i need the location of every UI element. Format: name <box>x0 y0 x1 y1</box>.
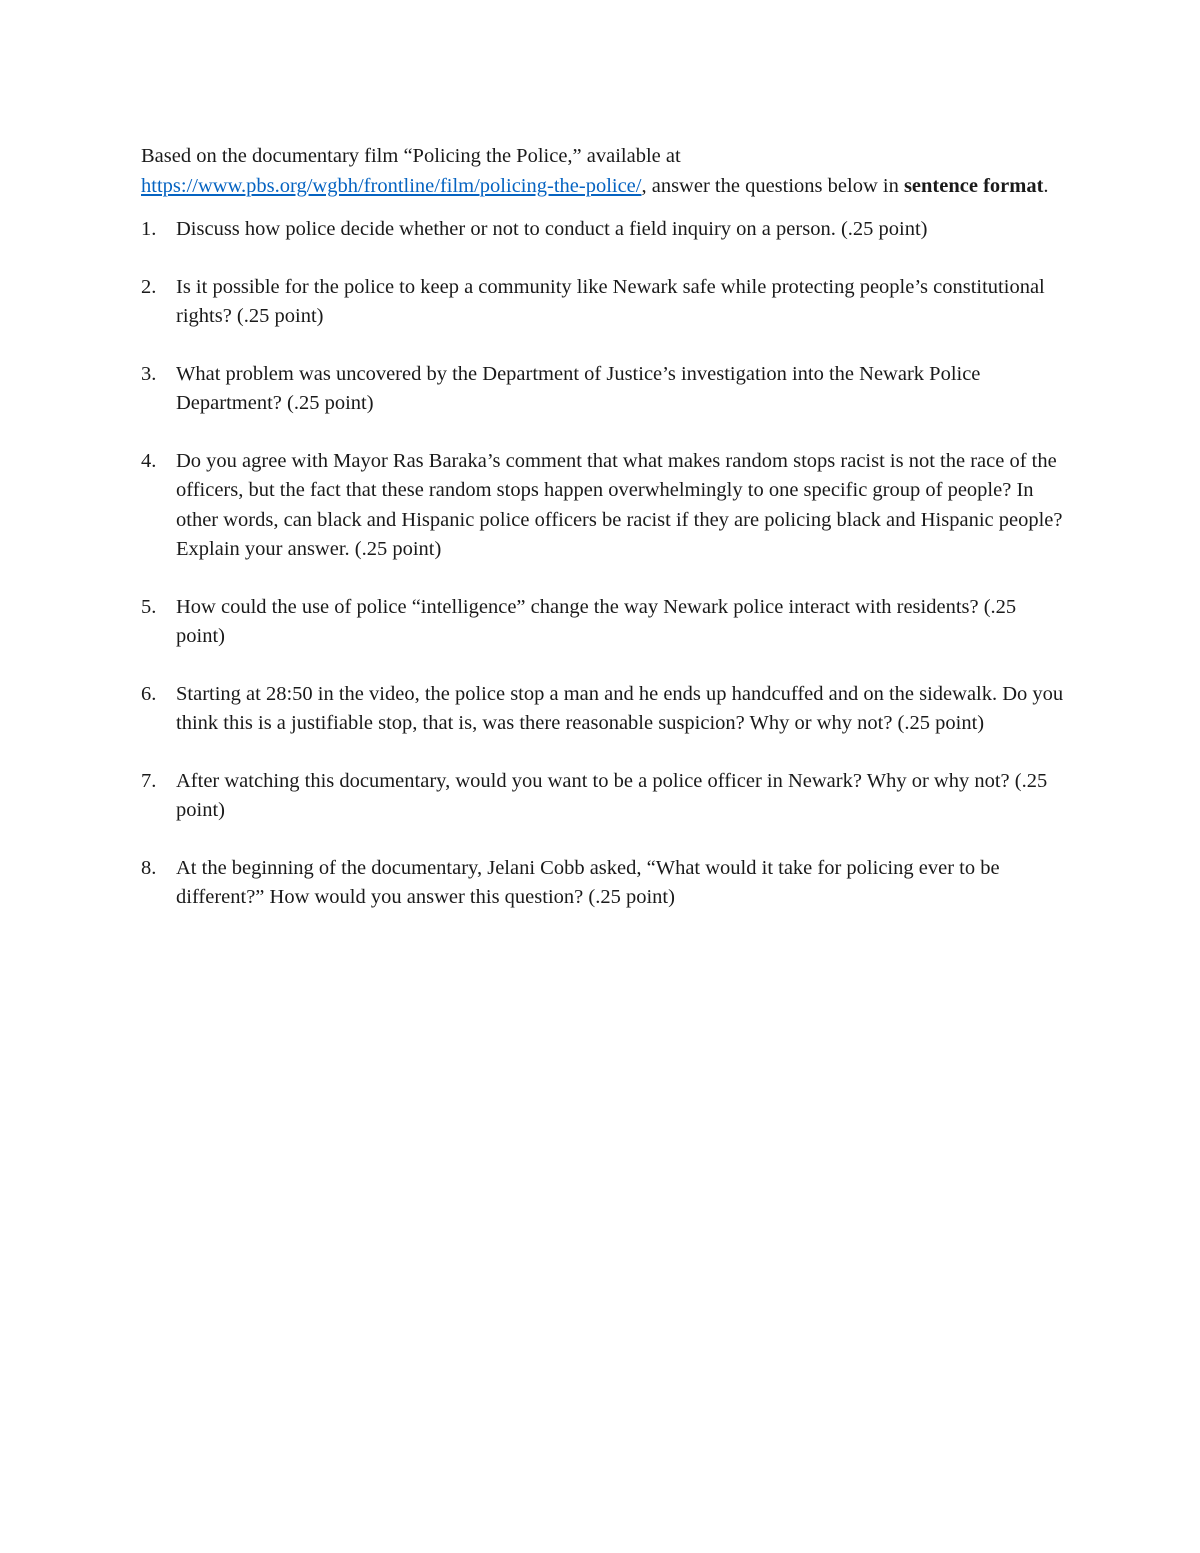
question-item <box>141 447 1066 565</box>
question-text: Is it possible for the police to keep a community like Newark safe while protecting people’s constitutional rights? (.25 point) <box>176 275 1045 327</box>
question-number: 4. <box>141 449 157 472</box>
question-item <box>141 854 1066 913</box>
intro-middle: , answer the questions below in <box>641 174 904 197</box>
question-number: 2. <box>141 275 157 298</box>
question-list <box>141 215 1066 913</box>
question-number: 5. <box>141 595 157 618</box>
intro-emphasis: sentence format <box>903 174 1044 197</box>
question-item <box>141 273 1066 332</box>
question-item <box>141 215 1066 245</box>
question-number: 6. <box>141 682 157 705</box>
question-item <box>141 593 1066 652</box>
document-body <box>141 142 1066 941</box>
question-text: Starting at 28:50 in the video, the police stop a man and he ends up handcuffed and on the sidewalk. Do you think this is a justifiable stop, that is, was there reasonable suspicion? Why or why not? (.25 point) <box>176 682 1064 734</box>
question-item <box>141 360 1066 419</box>
intro-suffix: . <box>1043 174 1049 197</box>
question-number: 7. <box>141 769 157 792</box>
question-text: Do you agree with Mayor Ras Baraka’s comment that what makes random stops racist is not the race of the officers, but the fact that these random stops happen overwhelmingly to one specific group of people? In other words, can black and Hispanic police officers be racist if they are policing black and Hispanic people? Explain your answer. (.25 point) <box>176 449 1063 560</box>
question-number: 8. <box>141 856 157 879</box>
question-text: After watching this documentary, would you want to be a police officer in Newark? Why or why not? (.25 point) <box>176 769 1048 821</box>
question-number: 1. <box>141 218 157 240</box>
question-number: 3. <box>141 362 157 385</box>
question-text: What problem was uncovered by the Department of Justice’s investigation into the Newark Police Department? (.25 point) <box>176 362 981 414</box>
question-text: At the beginning of the documentary, Jelani Cobb asked, “What would it take for policing ever to be different?” How would you answer this question? (.25 point) <box>176 856 1000 908</box>
question-text: Discuss how police decide whether or not to conduct a field inquiry on a person. (.25 point) <box>176 218 928 240</box>
documentary-link[interactable]: https://www.pbs.org/wgbh/frontline/film/policing-the-police/ <box>141 174 642 197</box>
question-item <box>141 767 1066 826</box>
question-item <box>141 680 1066 739</box>
intro-prefix: Based on the documentary film “Policing the Police,” available at <box>141 145 681 167</box>
question-text: How could the use of police “intelligence” change the way Newark police interact with residents? (.25 point) <box>176 595 1017 647</box>
intro-paragraph <box>141 142 1066 201</box>
